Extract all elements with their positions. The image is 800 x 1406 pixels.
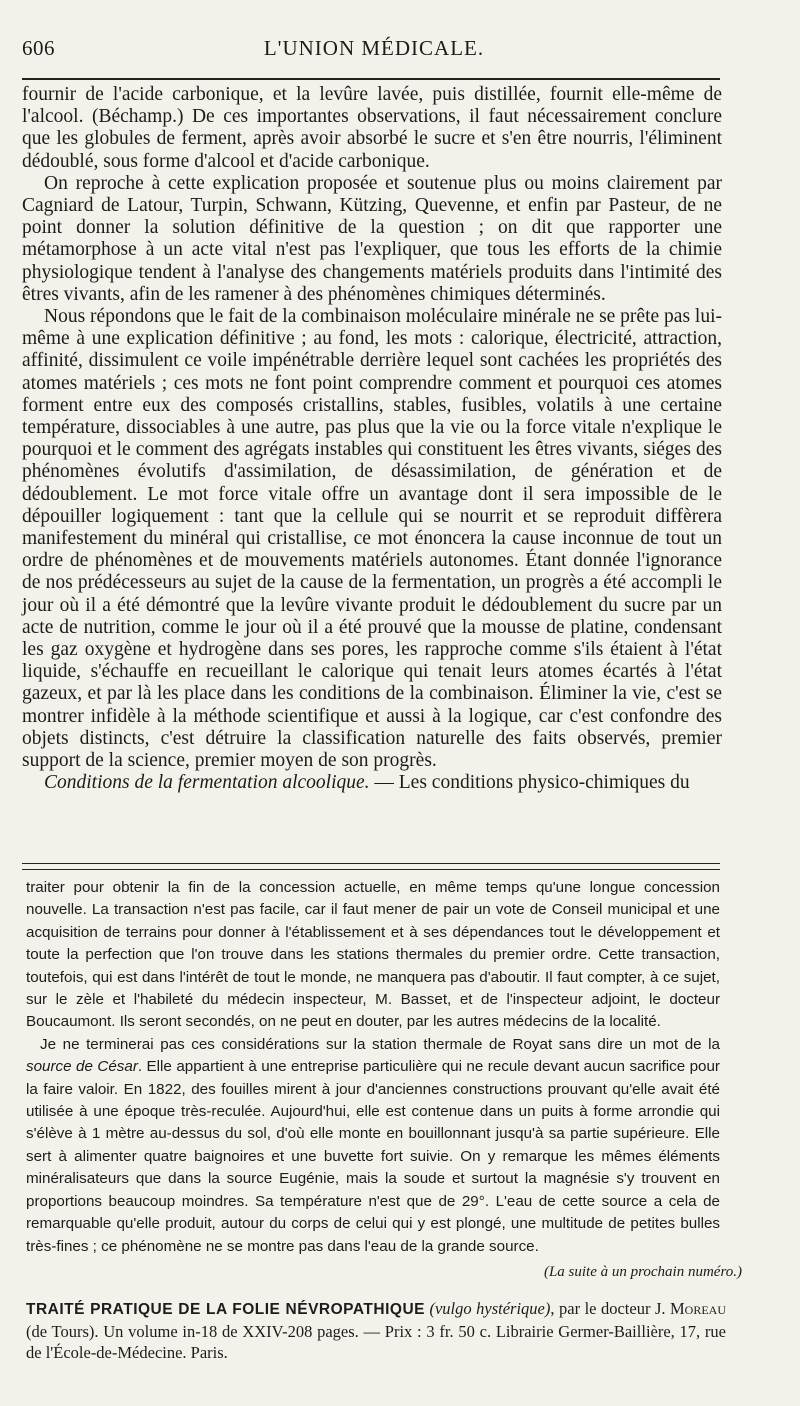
section-lead-text: — Les conditions physico-chimiques du	[369, 772, 690, 794]
header-rule	[22, 78, 720, 80]
feuilleton-paragraph-1: traiter pour obtenir la fin de la concession actuelle, en même temps qu'une longue concession nouvelle. La transaction n'est pas facile, car il faut mener de pair un vote de Conseil municipal et une acquisition de terrains pour donner à l'établissement et à ses dépendances tout le développement et toute la perfection que l'on trouve dans les stations thermales du premier ordre. Cette transaction, toutefois, qui est dans l'intérêt de tout le monde, ne manquera pas d'aboutir. Il faut compter, à ce sujet, sur le zèle et l'habileté du médecin inspecteur, M. Basset, et de l'inspecteur adjoint, le docteur Boucaumont. Ils seront secondés, on ne peut en douter, par les autres médecins de la localité.	[26, 879, 720, 1031]
page-number: 606	[22, 36, 55, 60]
book-author: Moreau	[670, 1299, 727, 1318]
feuilleton-body	[26, 877, 720, 1258]
article-paragraph-1: fournir de l'acide carbonique, et la levûre lavée, puis distillée, fournit elle-même de l'alcool. (Béchamp.) De ces importantes observations, il faut nécessairement conclure que les globules de ferment, après avoir absorbé le sucre et s'en être nourris, l'éliminent dédoublé, sous forme d'alcool et d'acide carbonique.	[22, 84, 722, 172]
feuilleton-paragraph-2	[26, 1034, 720, 1258]
book-subtitle: (vulgo hystérique)	[429, 1299, 551, 1318]
article-body	[22, 84, 722, 795]
article-paragraph-2: On reproche à cette explication proposée et soutenue plus ou moins clairement par Cagniard de Latour, Turpin, Schwann, Kützing, Quevenne, et enfin par Pasteur, de ne point donner la solution définitive de la question ; on dit que rapporter une métamorphose à un acte vital n'est pas l'expliquer, que tous les efforts de la chimie physiologique tendent à l'analyse des changements matériels produits dans l'intimité des êtres vivants, afin de les ramener à des phénomènes chimiques déterminés.	[22, 172, 722, 305]
book-notice	[26, 1298, 726, 1364]
article-paragraph-4	[22, 772, 722, 794]
section-heading: Conditions de la fermentation alcoolique.	[44, 772, 370, 794]
feuilleton-paragraph-2-rest: . Elle appartient à une entreprise particulière qui ne recule devant aucun sacrifice pour la faire valoir. En 1822, des fouilles mirent à jour d'anciennes constructions prouvant qu'elle avait été utilisée à une époque très-reculée. Aujourd'hui, elle est contenue dans un puits à forme arrondie qui s'élève à 1 mètre au-dessus du sol, d'où elle monte en bouillonnant jusqu'à sa partie supérieure. Elle sert à alimenter quatre baignoires et une buvette fort suivie. On y remarque les mêmes éléments minéralisateurs que dans la source Eugénie, mais la soude et surtout la magnésie s'y trouvent en proportions beaucoup moindres. Sa température n'est que de 29°. L'eau de cette source a cela de remarquable qu'elle produit, autour du corps de celui qui y est plongé, une multitude de petites bulles très-fines ; ce phénomène ne se montre pas dans l'eau de la grande source.	[26, 1058, 720, 1255]
book-author-prefix: , par le docteur J.	[550, 1299, 670, 1318]
running-head	[22, 36, 726, 66]
journal-title: L'UNION MÉDICALE.	[263, 36, 485, 60]
source-name: source de César	[26, 1058, 138, 1076]
continued-note: (La suite à un prochain numéro.)	[543, 1264, 742, 1280]
book-title: TRAITÉ PRATIQUE DE LA FOLIE NÉVROPATHIQUE	[26, 1301, 425, 1318]
feuilleton-divider	[22, 863, 720, 870]
feuilleton-paragraph-2-start: Je ne terminerai pas ces considérations sur la station thermale de Royat sans dire un mot de la	[40, 1035, 720, 1053]
book-details: (de Tours). Un volume in-18 de XXIV-208 pages. — Prix : 3 fr. 50 c. Librairie Germer-Baillière, 17, rue de l'École-de-Médecine. Paris.	[26, 1321, 726, 1362]
article-paragraph-3: Nous répondons que le fait de la combinaison moléculaire minérale ne se prête pas lui-même à une explication définitive ; au fond, les mots : calorique, électricité, attraction, affinité, dissimulent ce voile impénétrable derrière lequel sont cachées les propriétés des atomes matériels ; ces mots ne font point comprendre comment et pourquoi ces atomes forment entre eux des composés cristallins, stables, fusibles, volatils à une certaine température, dissociables à une autre, pas plus que la vie ou la force vitale n'explique le pourquoi et le comment des agrégats instables qui constituent les êtres vivants, siéges des phénomènes évolutifs d'assimilation, de désassimilation, de génération et de dédoublement. Le mot force vitale offre un avantage dont il sera impossible de le dépouiller logiquement : tant que la cellule qui se nourrit et se reproduit diffèrera manifestement du minéral qui cristallise, ce mot énoncera la cause inconnue de tout un ordre de phénomènes et de mouvements matériels autonomes. Étant donnée l'ignorance de nos prédécesseurs au sujet de la cause de la fermentation, un progrès a été accompli le jour où il a été démontré que la levûre vivante produit le dédoublement du sucre par un acte de nutrition, comme le jour où il a été prouvé que la mousse de platine, condensant les gaz oxygène et hydrogène dans ses pores, les rapproche comme s'ils étaient à l'état liquide, s'échauffe en recueillant le calorique qui tenait leurs atomes écartés à l'état gazeux, et par là les place dans les conditions de la combinaison. Éliminer la vie, c'est se montrer infidèle à la méthode scientifique et aussi à la logique, car c'est confondre des objets distincts, c'est détruire la classification naturelle des faits observés, premier support de la science, premier moyen de son progrès.	[22, 306, 722, 772]
